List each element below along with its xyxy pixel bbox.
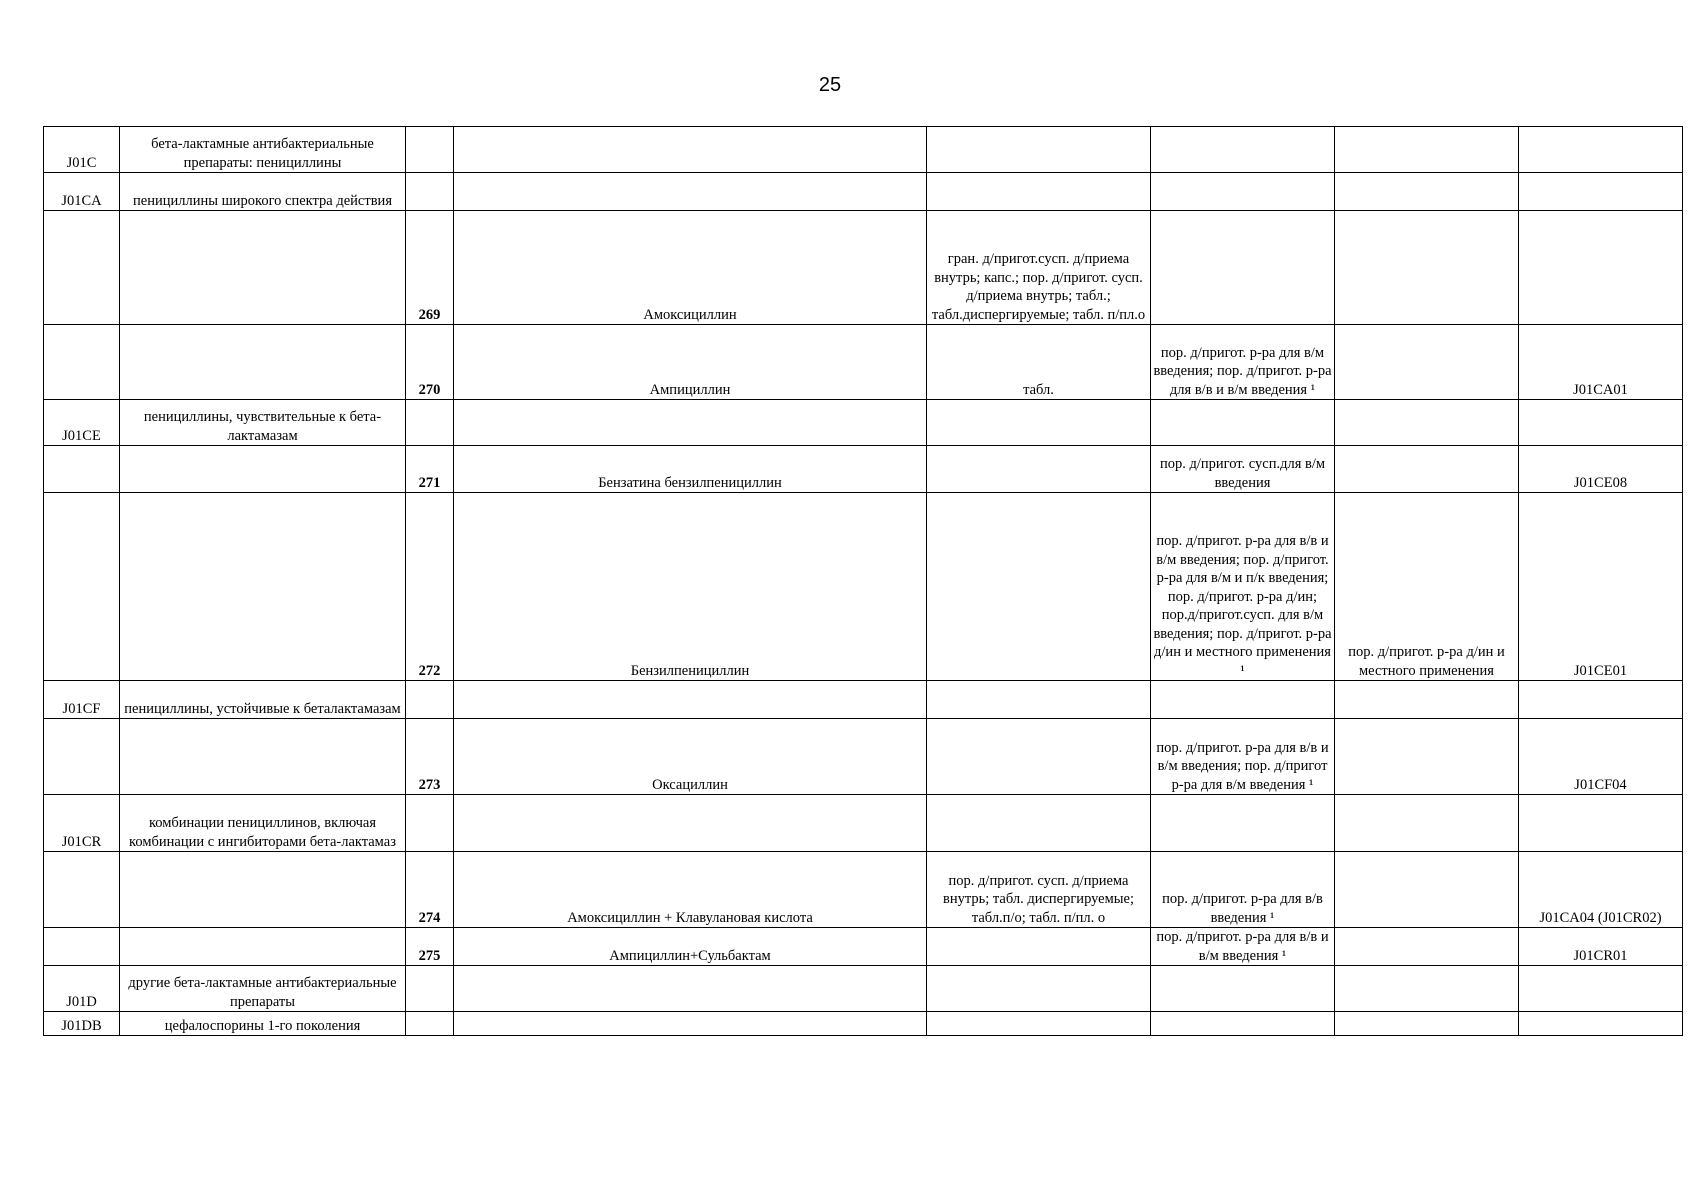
atc-code <box>1519 127 1683 173</box>
atc-group-code <box>44 493 120 681</box>
drug-name <box>454 127 927 173</box>
atc-group-code: J01DB <box>44 1012 120 1036</box>
table-row <box>44 400 1683 446</box>
atc-code <box>1519 795 1683 852</box>
dosage-form-other <box>1335 966 1519 1012</box>
atc-code <box>1519 966 1683 1012</box>
dosage-form-injection: пор. д/пригот. р-ра для в/в введения ¹ <box>1151 852 1335 928</box>
dosage-form-oral <box>927 719 1151 795</box>
drug-number <box>406 173 454 211</box>
dosage-form-oral <box>927 127 1151 173</box>
drug-name: Ампициллин <box>454 325 927 400</box>
drug-table <box>43 126 1683 1036</box>
dosage-form-injection <box>1151 1012 1335 1036</box>
drug-name <box>454 966 927 1012</box>
dosage-form-other <box>1335 852 1519 928</box>
dosage-form-injection: пор. д/пригот. р-ра для в/м введения; пор. д/пригот. р-ра для в/в и в/м введения ¹ <box>1151 325 1335 400</box>
dosage-form-other <box>1335 127 1519 173</box>
drug-number: 271 <box>406 446 454 493</box>
drug-number <box>406 127 454 173</box>
atc-group-name <box>120 446 406 493</box>
atc-group-code: J01CA <box>44 173 120 211</box>
atc-group-code <box>44 719 120 795</box>
table-row <box>44 681 1683 719</box>
drug-name: Бензатина бензилпенициллин <box>454 446 927 493</box>
dosage-form-other <box>1335 400 1519 446</box>
dosage-form-oral <box>927 446 1151 493</box>
dosage-form-injection <box>1151 173 1335 211</box>
table-row <box>44 795 1683 852</box>
atc-group-code <box>44 211 120 325</box>
dosage-form-injection <box>1151 400 1335 446</box>
table-row <box>44 325 1683 400</box>
dosage-form-injection <box>1151 211 1335 325</box>
dosage-form-oral: пор. д/пригот. сусп. д/приема внутрь; табл. диспергируемые; табл.п/о; табл. п/пл. о <box>927 852 1151 928</box>
atc-group-code: J01CF <box>44 681 120 719</box>
dosage-form-oral: табл. <box>927 325 1151 400</box>
dosage-form-injection <box>1151 127 1335 173</box>
drug-number <box>406 966 454 1012</box>
page-number: 25 <box>818 74 842 96</box>
atc-group-code <box>44 325 120 400</box>
drug-number: 270 <box>406 325 454 400</box>
table-row <box>44 1012 1683 1036</box>
drug-number <box>406 1012 454 1036</box>
atc-group-name <box>120 928 406 966</box>
dosage-form-other <box>1335 719 1519 795</box>
atc-group-code: J01CR <box>44 795 120 852</box>
dosage-form-injection <box>1151 795 1335 852</box>
dosage-form-injection: пор. д/пригот. р-ра для в/в и в/м введения; пор. д/пригот. р-ра для в/м и п/к введения; пор. д/пригот. р-ра д/ин; пор.д/пригот.сусп. для в/м введения; пор. д/пригот. р-ра д/ин и местного применения ¹ <box>1151 493 1335 681</box>
atc-code <box>1519 681 1683 719</box>
drug-name <box>454 400 927 446</box>
atc-group-name <box>120 852 406 928</box>
table-row <box>44 966 1683 1012</box>
dosage-form-oral <box>927 400 1151 446</box>
dosage-form-other <box>1335 211 1519 325</box>
dosage-form-oral <box>927 928 1151 966</box>
drug-number <box>406 681 454 719</box>
atc-group-code <box>44 852 120 928</box>
drug-number: 273 <box>406 719 454 795</box>
dosage-form-injection: пор. д/пригот. р-ра для в/в и в/м введения ¹ <box>1151 928 1335 966</box>
drug-name <box>454 795 927 852</box>
atc-code: J01CA01 <box>1519 325 1683 400</box>
table-row <box>44 493 1683 681</box>
dosage-form-oral <box>927 493 1151 681</box>
drug-name: Оксациллин <box>454 719 927 795</box>
dosage-form-injection: пор. д/пригот. р-ра для в/в и в/м введения; пор. д/пригот р-ра для в/м введения ¹ <box>1151 719 1335 795</box>
atc-group-code <box>44 928 120 966</box>
dosage-form-other: пор. д/пригот. р-ра д/ин и местного применения <box>1335 493 1519 681</box>
atc-code: J01CR01 <box>1519 928 1683 966</box>
atc-code: J01CA04 (J01CR02) <box>1519 852 1683 928</box>
table-row <box>44 928 1683 966</box>
atc-code <box>1519 400 1683 446</box>
dosage-form-oral <box>927 173 1151 211</box>
atc-group-code: J01D <box>44 966 120 1012</box>
atc-group-name: пенициллины широкого спектра действия <box>120 173 406 211</box>
atc-code: J01CE08 <box>1519 446 1683 493</box>
dosage-form-other <box>1335 173 1519 211</box>
atc-group-code: J01C <box>44 127 120 173</box>
dosage-form-oral <box>927 966 1151 1012</box>
drug-name: Амоксициллин <box>454 211 927 325</box>
dosage-form-injection: пор. д/пригот. сусп.для в/м введения <box>1151 446 1335 493</box>
dosage-form-injection <box>1151 966 1335 1012</box>
drug-number <box>406 400 454 446</box>
table-row <box>44 127 1683 173</box>
drug-number: 275 <box>406 928 454 966</box>
atc-code: J01CE01 <box>1519 493 1683 681</box>
table-row <box>44 173 1683 211</box>
atc-code: J01CF04 <box>1519 719 1683 795</box>
table-row <box>44 211 1683 325</box>
dosage-form-oral <box>927 681 1151 719</box>
dosage-form-other <box>1335 446 1519 493</box>
drug-name <box>454 1012 927 1036</box>
atc-code <box>1519 211 1683 325</box>
atc-group-name <box>120 211 406 325</box>
atc-code <box>1519 173 1683 211</box>
drug-name: Амоксициллин + Клавулановая кислота <box>454 852 927 928</box>
atc-group-code <box>44 446 120 493</box>
atc-group-name: другие бета-лактамные антибактериальные препараты <box>120 966 406 1012</box>
table-row <box>44 446 1683 493</box>
dosage-form-other <box>1335 1012 1519 1036</box>
atc-group-name <box>120 493 406 681</box>
atc-group-code: J01CE <box>44 400 120 446</box>
drug-name <box>454 173 927 211</box>
dosage-form-oral <box>927 1012 1151 1036</box>
atc-group-name <box>120 325 406 400</box>
drug-number: 274 <box>406 852 454 928</box>
dosage-form-other <box>1335 795 1519 852</box>
drug-name: Ампициллин+Сульбактам <box>454 928 927 966</box>
atc-code <box>1519 1012 1683 1036</box>
dosage-form-other <box>1335 325 1519 400</box>
table-row <box>44 719 1683 795</box>
atc-group-name: комбинации пенициллинов, включая комбинации с ингибиторами бета-лактамаз <box>120 795 406 852</box>
dosage-form-other <box>1335 681 1519 719</box>
table-row <box>44 852 1683 928</box>
atc-group-name <box>120 719 406 795</box>
drug-name <box>454 681 927 719</box>
drug-number <box>406 795 454 852</box>
drug-number: 272 <box>406 493 454 681</box>
drug-number: 269 <box>406 211 454 325</box>
drug-name: Бензилпенициллин <box>454 493 927 681</box>
dosage-form-oral <box>927 795 1151 852</box>
dosage-form-other <box>1335 928 1519 966</box>
atc-group-name: цефалоспорины 1-го поколения <box>120 1012 406 1036</box>
atc-group-name: пенициллины, устойчивые к беталактамазам <box>120 681 406 719</box>
dosage-form-oral: гран. д/пригот.сусп. д/приема внутрь; капс.; пор. д/пригот. сусп. д/приема внутрь; табл.; табл.диспергируемые; табл. п/пл.о <box>927 211 1151 325</box>
atc-group-name: пенициллины, чувствительные к бета-лактамазам <box>120 400 406 446</box>
dosage-form-injection <box>1151 681 1335 719</box>
atc-group-name: бета-лактамные антибактериальные препараты: пенициллины <box>120 127 406 173</box>
